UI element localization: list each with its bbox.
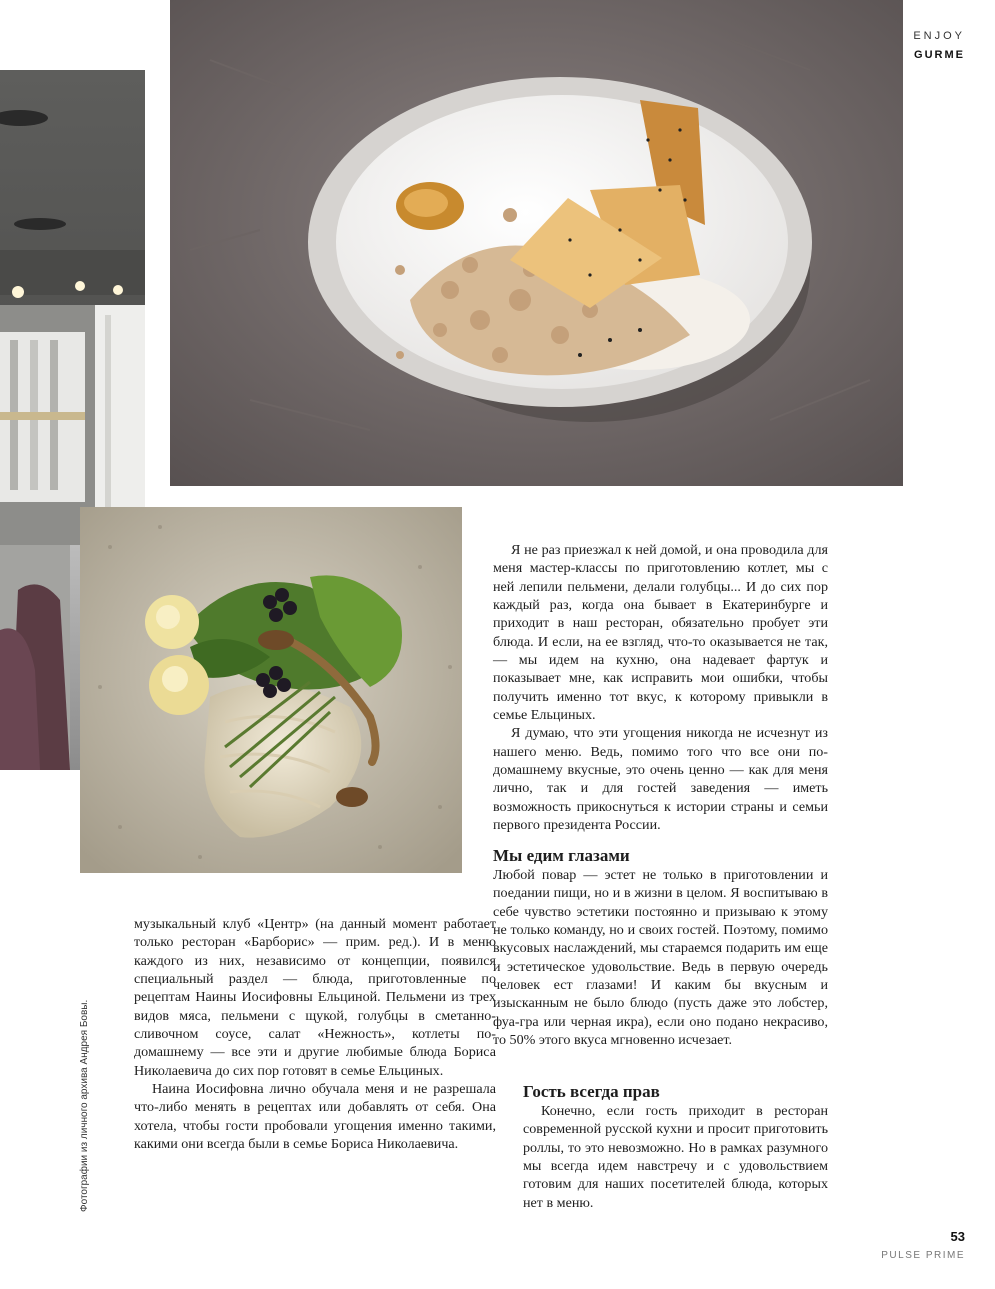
photo-credit: Фотографии из личного архива Андрея Бовы. — [79, 999, 90, 1212]
section-we-eat-with-eyes — [493, 846, 828, 1049]
header-line-enjoy: ENJOY — [913, 30, 965, 42]
paragraph-recipes: Наина Иосифовна лично обучала меня и не разрешала что-либо менять в рецептах или добавлять от себя. Она хотела, чтобы гости пробовали угощения именно такими, какими они всегда были в семье Бориса Николаевича. — [134, 1081, 496, 1153]
section-guest-always-right — [523, 1082, 828, 1212]
paragraph-masterclass: Я не раз приезжал к ней домой, и она проводила для меня мастер-классы по приготовлению котлет, мы с ней лепили пельмени, делали голубцы... И до сих пор каждый раз, когда она бывает в Екатеринбурге и приходит в наш ресторан, обязательно пробует эти блюда. И если, на ее взгляд, что-то оказывается не так, — мы идем на кухню, она надевает фартук и показывает мне, как исправить мои ошибки, чтобы получить именно тот вкус, к которому привыкли в семье Ельциных. — [493, 542, 828, 724]
header-line-gurme: GURME — [914, 49, 965, 61]
paragraph-menu-history: Я думаю, что эти угощения никогда не исчезнут из нашего меню. Ведь, помимо того что все они по-домашнему вкусные, это очень ценно — как для меня лично, так и для гостей заведения — иметь возможность прикоснуться к истории страны и семьи первого президента России. — [493, 725, 828, 834]
page-number: 53 — [950, 1229, 965, 1244]
fish-dish-photo — [80, 507, 462, 873]
section-heading-eyes: Мы едим глазами — [493, 846, 630, 865]
article-right-column — [493, 541, 828, 835]
magazine-name: PULSE PRIME — [881, 1250, 965, 1261]
dessert-plate-photo — [170, 0, 903, 486]
paragraph-aesthetics: Любой повар — эстет не только в приготовлении и поедании пищи, но и в жизни в целом. Я воспитываю в себе чувство эстетики постоянно и призываю к этому не только команду, но и своих гостей. Поэтому, помимо вкусовых наслаждений, мы стараемся подарить им еще и эстетическое удовольствие. Ведь в первую очередь человек ест глазами! И каким бы вкусным и изысканным не было блюдо (пусть даже это лобстер, фуа-гра или черная икра), если оно подано некрасиво, то 50% этого вкуса мгновенно исчезает. — [493, 867, 828, 1049]
article-left-column — [134, 915, 496, 1153]
paragraph-menu-section: музыкальный клуб «Центр» (на данный момент работает только ресторан «Барборис» — прим. ред.). И в меню каждого из них, независимо от концепции, появился специальный раздел — блюда, приготовленные по рецептам Наины Иосифовны Ельциной. Пельмени из трех видов мяса, пельмени с щукой, голубцы в сметанно-сливочном соусе, салат «Нежность», котлеты по-домашнему — все эти и другие любимые блюда Бориса Николаевича до сих пор готовят в семье Ельциных. — [134, 916, 496, 1079]
section-heading-guest: Гость всегда прав — [523, 1082, 660, 1101]
paragraph-guest: Конечно, если гость приходит в ресторан современной русской кухни и просит приготовить роллы, то это невозможно. Но в рамках разумного мы всегда идем навстречу и с удовольствием готовим для наших посетителей блюда, которых нет в меню. — [523, 1103, 828, 1211]
section-header — [913, 27, 965, 65]
